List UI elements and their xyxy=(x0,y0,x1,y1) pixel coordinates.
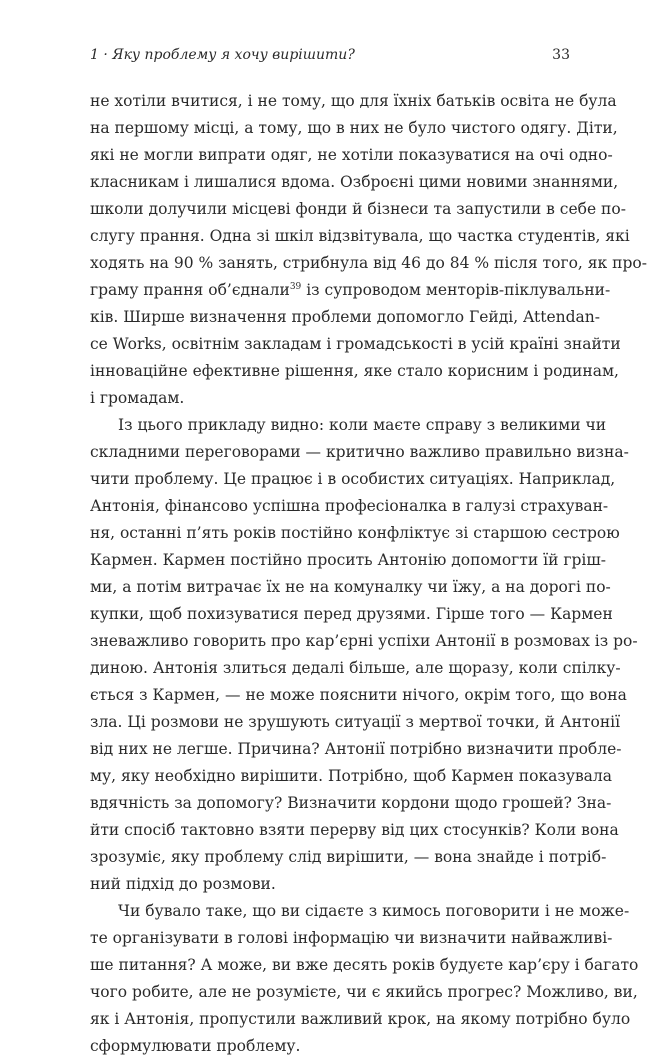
text-line: ми, а потім витрачає їх не на комуналку чи їжу, а на дорогі по- xyxy=(90,578,611,596)
text-line xyxy=(90,277,611,304)
text-line: ється з Кармен, — не може пояснити нічого, окрім того, що вона xyxy=(90,686,627,704)
text-line: сформулювати проблему. xyxy=(90,1037,301,1055)
text-line: школи долучили місцеві фонди й бізнеси та запустили в себе по- xyxy=(90,200,626,218)
text-line: зла. Ці розмови не зрушують ситуації з мертвої точки, й Антонії xyxy=(90,713,621,731)
text-line: ce Works, освітнім закладам і громадськості в усій країні знайти xyxy=(90,335,621,353)
text-line: чого робите, але не розумієте, чи є якийсь прогрес? Можливо, ви, xyxy=(90,983,638,1001)
text-line: Чи бувало таке, що ви сідаєте з кимось поговорити і не може- xyxy=(118,902,630,920)
chapter-title: 1 · Яку проблему я хочу вирішити? xyxy=(90,47,355,63)
text-line: ше питання? А може, ви вже десять років будуєте кар’єру і багато xyxy=(90,956,639,974)
text-line-after-footnote: із супроводом менторів-піклувальни- xyxy=(301,281,611,299)
text-line: складними переговорами — критично важливо правильно визна- xyxy=(90,443,629,461)
text-line: диною. Антонія злиться дедалі більше, але щоразу, коли спілку- xyxy=(90,659,621,677)
text-line: класникам і лишалися вдома. Озброєні цими новими знаннями, xyxy=(90,173,619,191)
text-line: ходять на 90 % занять, стрибнула від 46 до 84 % після того, як про- xyxy=(90,254,647,272)
text-line: му, яку необхідно вирішити. Потрібно, щоб Кармен показувала xyxy=(90,767,612,785)
paragraph xyxy=(90,412,638,898)
text-line: інноваційне ефективне рішення, яке стало корисним і родинам, xyxy=(90,362,619,380)
text-line: не хотіли вчитися, і не тому, що для їхніх батьків освіта не була xyxy=(90,92,617,110)
running-head xyxy=(90,47,570,69)
text-line: ний підхід до розмови. xyxy=(90,875,276,893)
text-line: ня, останні п’ять років постійно конфліктує зі старшою сестрою xyxy=(90,524,620,542)
text-line: Із цього прикладу видно: коли маєте справу з великими чи xyxy=(118,416,607,434)
page-number: 33 xyxy=(552,47,570,63)
text-line: Антонія, фінансово успішна професіоналка в галузі страхуван- xyxy=(90,497,609,515)
body-text xyxy=(90,88,647,1060)
text-line: як і Антонія, пропустили важливий крок, на якому потрібно було xyxy=(90,1010,631,1028)
text-line: купки, щоб похизуватися перед друзями. Гірше того — Кармен xyxy=(90,605,613,623)
text-line: зневажливо говорить про кар’єрні успіхи Антонії в розмовах із ро- xyxy=(90,632,638,650)
text-line: слугу прання. Одна зі шкіл відзвітувала, що частка студентів, які xyxy=(90,227,630,245)
text-line: які не могли випрати одяг, не хотіли показуватися на очі одно- xyxy=(90,146,613,164)
text-line: на першому місці, а тому, що в них не було чистого одягу. Діти, xyxy=(90,119,618,137)
text-line: зрозуміє, яку проблему слід вирішити, — вона знайде і потріб- xyxy=(90,848,607,866)
text-line: і громадам. xyxy=(90,389,185,407)
text-line: те організувати в голові інформацію чи визначити найважливі- xyxy=(90,929,613,947)
text-line: Кармен. Кармен постійно просить Антонію допомогти їй гріш- xyxy=(90,551,606,569)
paragraph xyxy=(90,898,639,1060)
text-line: вдячність за допомогу? Визначити кордони щодо грошей? Зна- xyxy=(90,794,612,812)
text-line: від них не легше. Причина? Антонії потрібно визначити пробле- xyxy=(90,740,622,758)
text-line: йти спосіб тактовно взяти перерву від цих стосунків? Коли вона xyxy=(90,821,619,839)
text-line: чити проблему. Це працює і в особистих ситуаціях. Наприклад, xyxy=(90,470,616,488)
footnote-marker: 39 xyxy=(289,282,302,292)
paragraph xyxy=(90,88,647,412)
text-line-before-footnote: граму прання об’єднали xyxy=(90,281,290,299)
text-line: ків. Ширше визначення проблеми допомогло Гейді, Attendan- xyxy=(90,308,600,326)
